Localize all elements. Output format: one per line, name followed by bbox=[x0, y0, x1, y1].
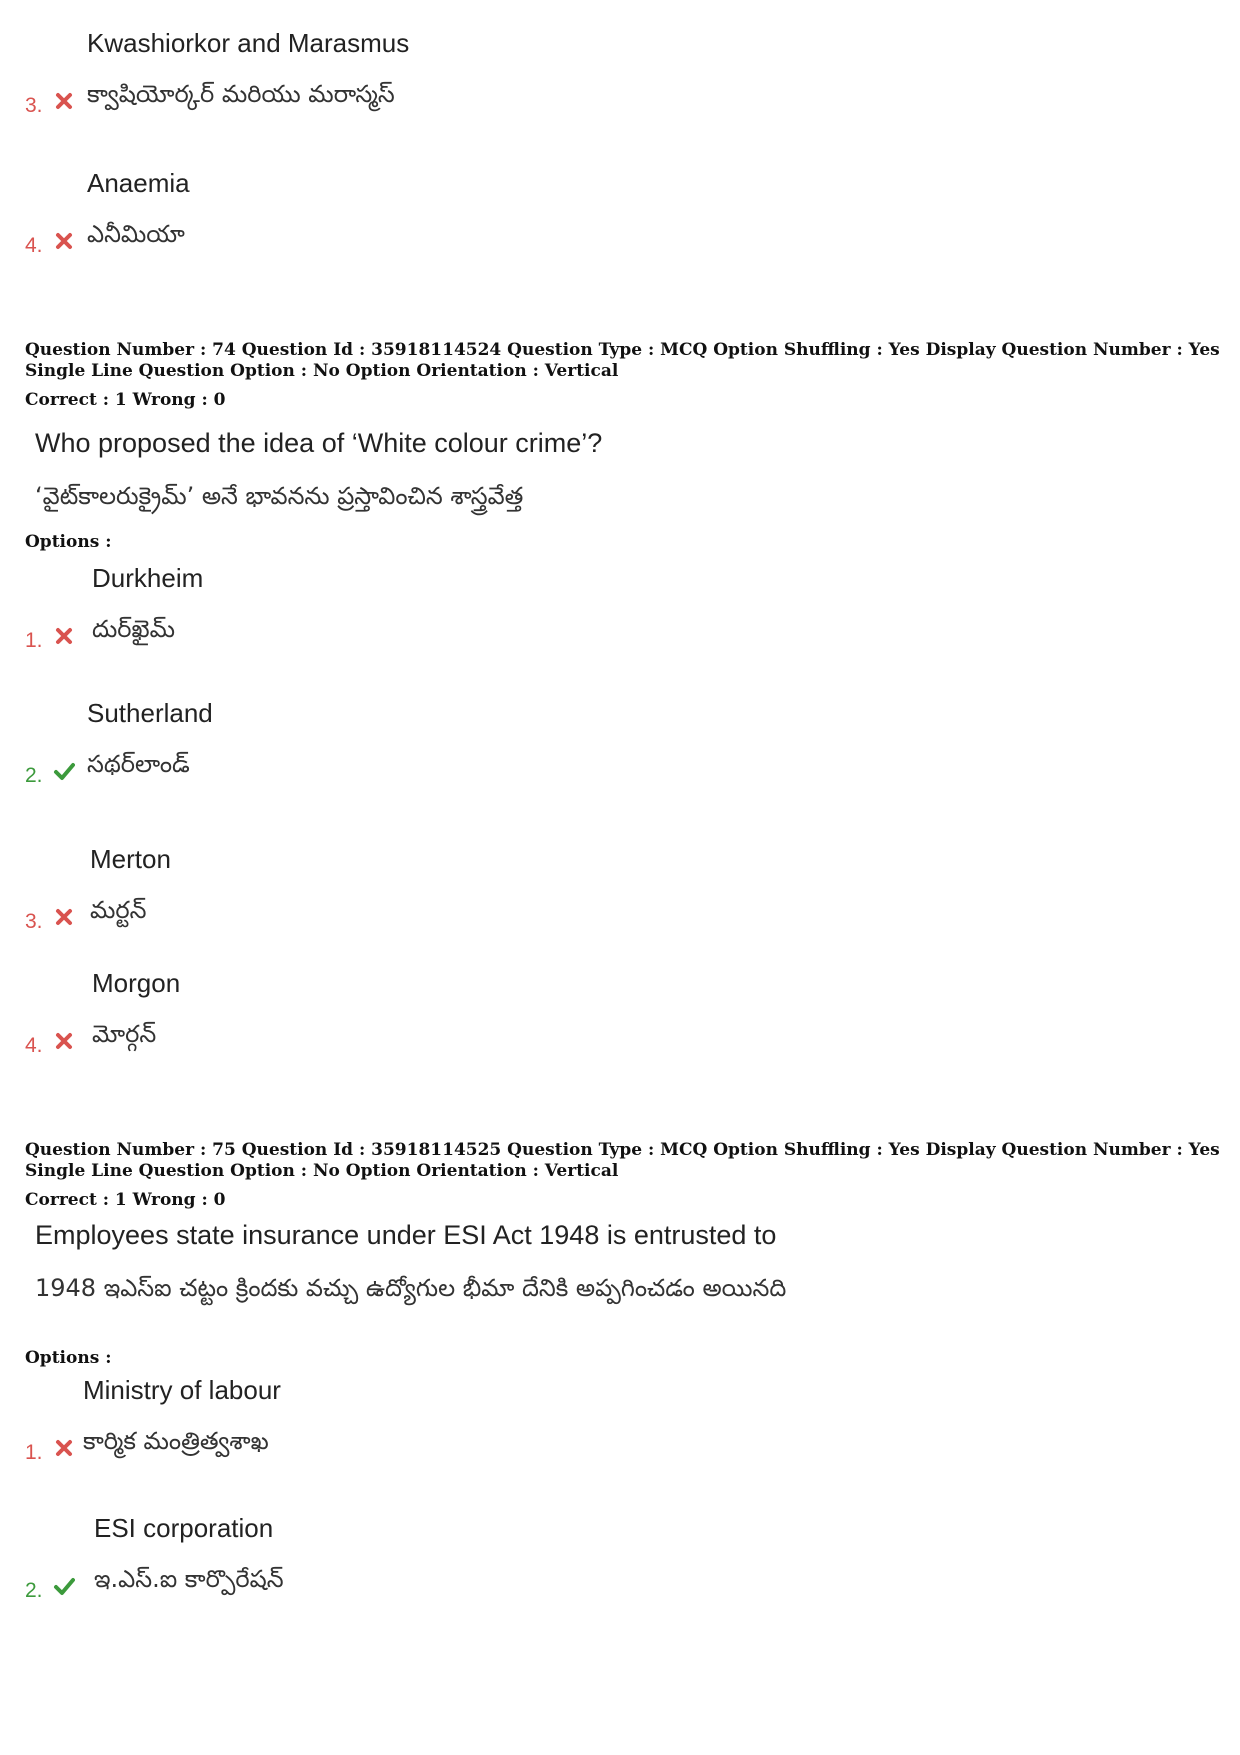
option-2 bbox=[0, 698, 1240, 818]
cross-icon bbox=[53, 90, 75, 112]
options-label: Options : bbox=[25, 532, 112, 552]
question-text-en: Who proposed the idea of ‘White colour crime’? bbox=[35, 428, 603, 458]
option-text-te: సథర్‌లాండ్ bbox=[87, 750, 190, 778]
question-meta-line2: Single Line Question Option : No Option Orientation : Vertical bbox=[25, 361, 619, 381]
cross-icon bbox=[53, 1437, 75, 1459]
option-number: 4. bbox=[25, 234, 43, 257]
option-number: 2. bbox=[25, 1579, 43, 1602]
options-label: Options : bbox=[25, 1348, 112, 1368]
option-text-te: దుర్‌ఖైమ్ bbox=[92, 615, 175, 643]
marks-info: Correct : 1 Wrong : 0 bbox=[25, 1190, 226, 1210]
option-text-te: కార్మిక మంత్రిత్వశాఖ bbox=[83, 1427, 269, 1455]
option-text-te: మర్టన్ bbox=[90, 896, 147, 924]
cross-icon bbox=[53, 906, 75, 928]
option-4 bbox=[0, 968, 1240, 1088]
option-text-en: ESI corporation bbox=[94, 1513, 274, 1543]
option-text-en: Morgon bbox=[92, 968, 181, 998]
question-meta-line2: Single Line Question Option : No Option Orientation : Vertical bbox=[25, 1161, 619, 1181]
question-meta bbox=[25, 340, 1225, 382]
question-meta-line1: Question Number : 74 Question Id : 35918114524 Question Type : MCQ Option Shuffling : Yes Display Question Number : Yes bbox=[25, 340, 1220, 360]
option-number: 1. bbox=[25, 629, 43, 652]
option-text-te: మోర్గన్ bbox=[92, 1020, 157, 1048]
option-text-te: క్వాషియోర్కర్ మరియు మరాస్మస్ bbox=[87, 80, 395, 108]
option-number: 2. bbox=[25, 764, 43, 787]
option-number: 1. bbox=[25, 1441, 43, 1464]
question-text-te: 1948 ఇఎస్ఐ చట్టం క్రిందకు వచ్చు ఉద్యోగుల భీమా దేనికి అప్పగించడం అయినది bbox=[35, 1274, 787, 1302]
cross-icon bbox=[53, 1030, 75, 1052]
option-1 bbox=[0, 1375, 1240, 1495]
option-1 bbox=[0, 563, 1240, 683]
option-text-te: ఇ.ఎస్.ఐ కార్పొరేషన్ bbox=[94, 1565, 284, 1593]
cross-icon bbox=[53, 230, 75, 252]
option-number: 3. bbox=[25, 94, 43, 117]
option-number: 3. bbox=[25, 910, 43, 933]
question-text-en: Employees state insurance under ESI Act 1948 is entrusted to bbox=[35, 1220, 777, 1250]
option-text-en: Sutherland bbox=[87, 698, 213, 728]
option-prev-3 bbox=[0, 28, 1240, 148]
option-text-en: Anaemia bbox=[87, 168, 190, 198]
option-2 bbox=[0, 1513, 1240, 1633]
option-text-en: Kwashiorkor and Marasmus bbox=[87, 28, 410, 58]
option-text-en: Ministry of labour bbox=[83, 1375, 281, 1405]
question-meta-line1: Question Number : 75 Question Id : 35918114525 Question Type : MCQ Option Shuffling : Yes Display Question Number : Yes bbox=[25, 1140, 1220, 1160]
option-number: 4. bbox=[25, 1034, 43, 1057]
check-icon bbox=[53, 1575, 75, 1597]
check-icon bbox=[53, 760, 75, 782]
cross-icon bbox=[53, 625, 75, 647]
question-text-te: ‘వైట్‌కాలరుక్రైమ్’ అనే భావనను ప్రస్తావించిన శాస్త్రవేత్త bbox=[35, 482, 524, 510]
option-text-te: ఎనీమియా bbox=[87, 220, 185, 248]
question-meta bbox=[25, 1140, 1225, 1182]
option-text-en: Merton bbox=[90, 844, 171, 874]
option-3 bbox=[0, 844, 1240, 964]
option-prev-4 bbox=[0, 168, 1240, 288]
option-text-en: Durkheim bbox=[92, 563, 204, 593]
marks-info: Correct : 1 Wrong : 0 bbox=[25, 390, 226, 410]
